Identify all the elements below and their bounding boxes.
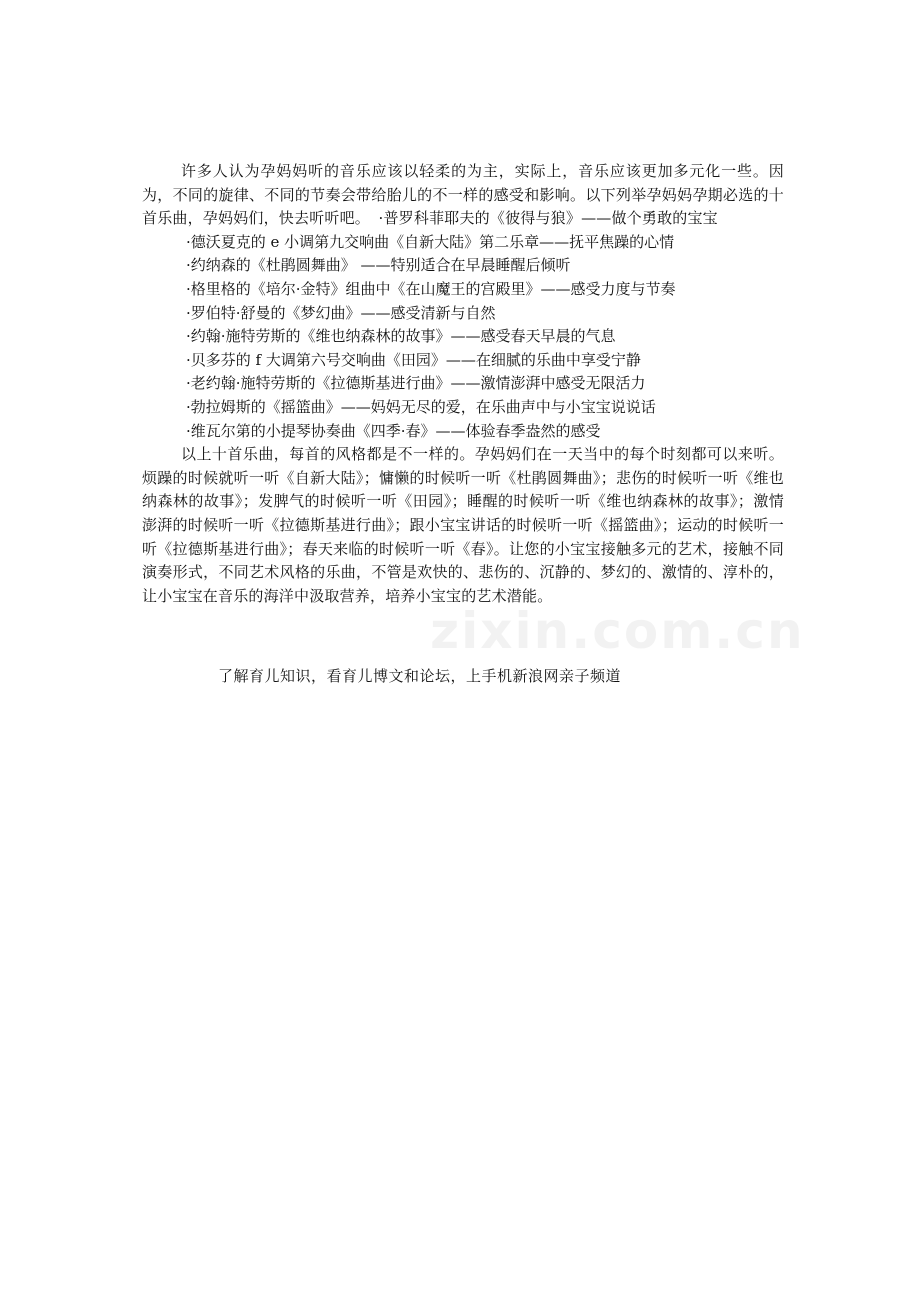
list-item: ·维瓦尔第的小提琴协奏曲《四季·春》——体验春季盎然的感受 bbox=[186, 421, 601, 440]
intro-text: 许多人认为孕妈妈听的音乐应该以轻柔的为主，实际上，音乐应该更加多元化一些。因为，不同的旋律、不同的节奏会带给胎儿的不一样的感受和影响。以下列举孕妈妈孕期必选的十首乐曲，孕妈妈们，快去听听吧。 bbox=[142, 162, 784, 228]
list-item: ·约翰·施特劳斯的《维也纳森林的故事》——感受春天早晨的气息 bbox=[186, 327, 616, 346]
intro-paragraph bbox=[142, 160, 784, 231]
list-item: ·约纳森的《杜鹃圆舞曲》 ——特别适合在早晨睡醒后倾听 bbox=[186, 256, 571, 275]
list-item: ·贝多芬的 f 大调第六号交响曲《田园》——在细腻的乐曲中享受宁静 bbox=[186, 350, 641, 369]
watermark: zixin.com.cn bbox=[430, 602, 805, 660]
list-item: ·罗伯特·舒曼的《梦幻曲》——感受清新与自然 bbox=[186, 303, 496, 322]
article-body bbox=[142, 160, 784, 608]
list-item: ·德沃夏克的 e 小调第九交响曲《自新大陆》第二乐章——抚平焦躁的心情 bbox=[186, 232, 675, 251]
list-item-1: ·普罗科菲耶夫的《彼得与狼》——做个勇敢的宝宝 bbox=[378, 209, 718, 228]
list-item: ·格里格的《培尔·金特》组曲中《在山魔王的宫殿里》——感受力度与节奏 bbox=[186, 279, 676, 298]
music-list bbox=[142, 231, 784, 443]
summary-paragraph: 以上十首乐曲，每首的风格都是不一样的。孕妈妈们在一天当中的每个时刻都可以来听。烦躁的时候就听一听《自新大陆》；慵懒的时候听一听《杜鹃圆舞曲》；悲伤的时候听一听《维也纳森林的故事》；发脾气的时候听一听《田园》；睡醒的时候听一听《维也纳森林的故事》；激情澎湃的时候听一听《拉德斯基进行曲》；跟小宝宝讲话的时候听一听《摇篮曲》；运动的时候听一听《拉德斯基进行曲》；春天来临的时候听一听《春》。让您的小宝宝接触多元的艺术，接触不同演奏形式，不同艺术风格的乐曲，不管是欢快的、悲伤的、沉静的、梦幻的、激情的、淳朴的，让小宝宝在音乐的海洋中汲取营养，培养小宝宝的艺术潜能。 bbox=[142, 445, 784, 605]
footer-promo-text: 了解育儿知识，看育儿博文和论坛，上手机新浪网亲子频道 bbox=[218, 667, 622, 685]
list-item: ·老约翰·施特劳斯的《拉德斯基进行曲》——激情澎湃中感受无限活力 bbox=[186, 374, 646, 393]
list-item: ·勃拉姆斯的《摇篮曲》——妈妈无尽的爱，在乐曲声中与小宝宝说说话 bbox=[186, 397, 656, 416]
